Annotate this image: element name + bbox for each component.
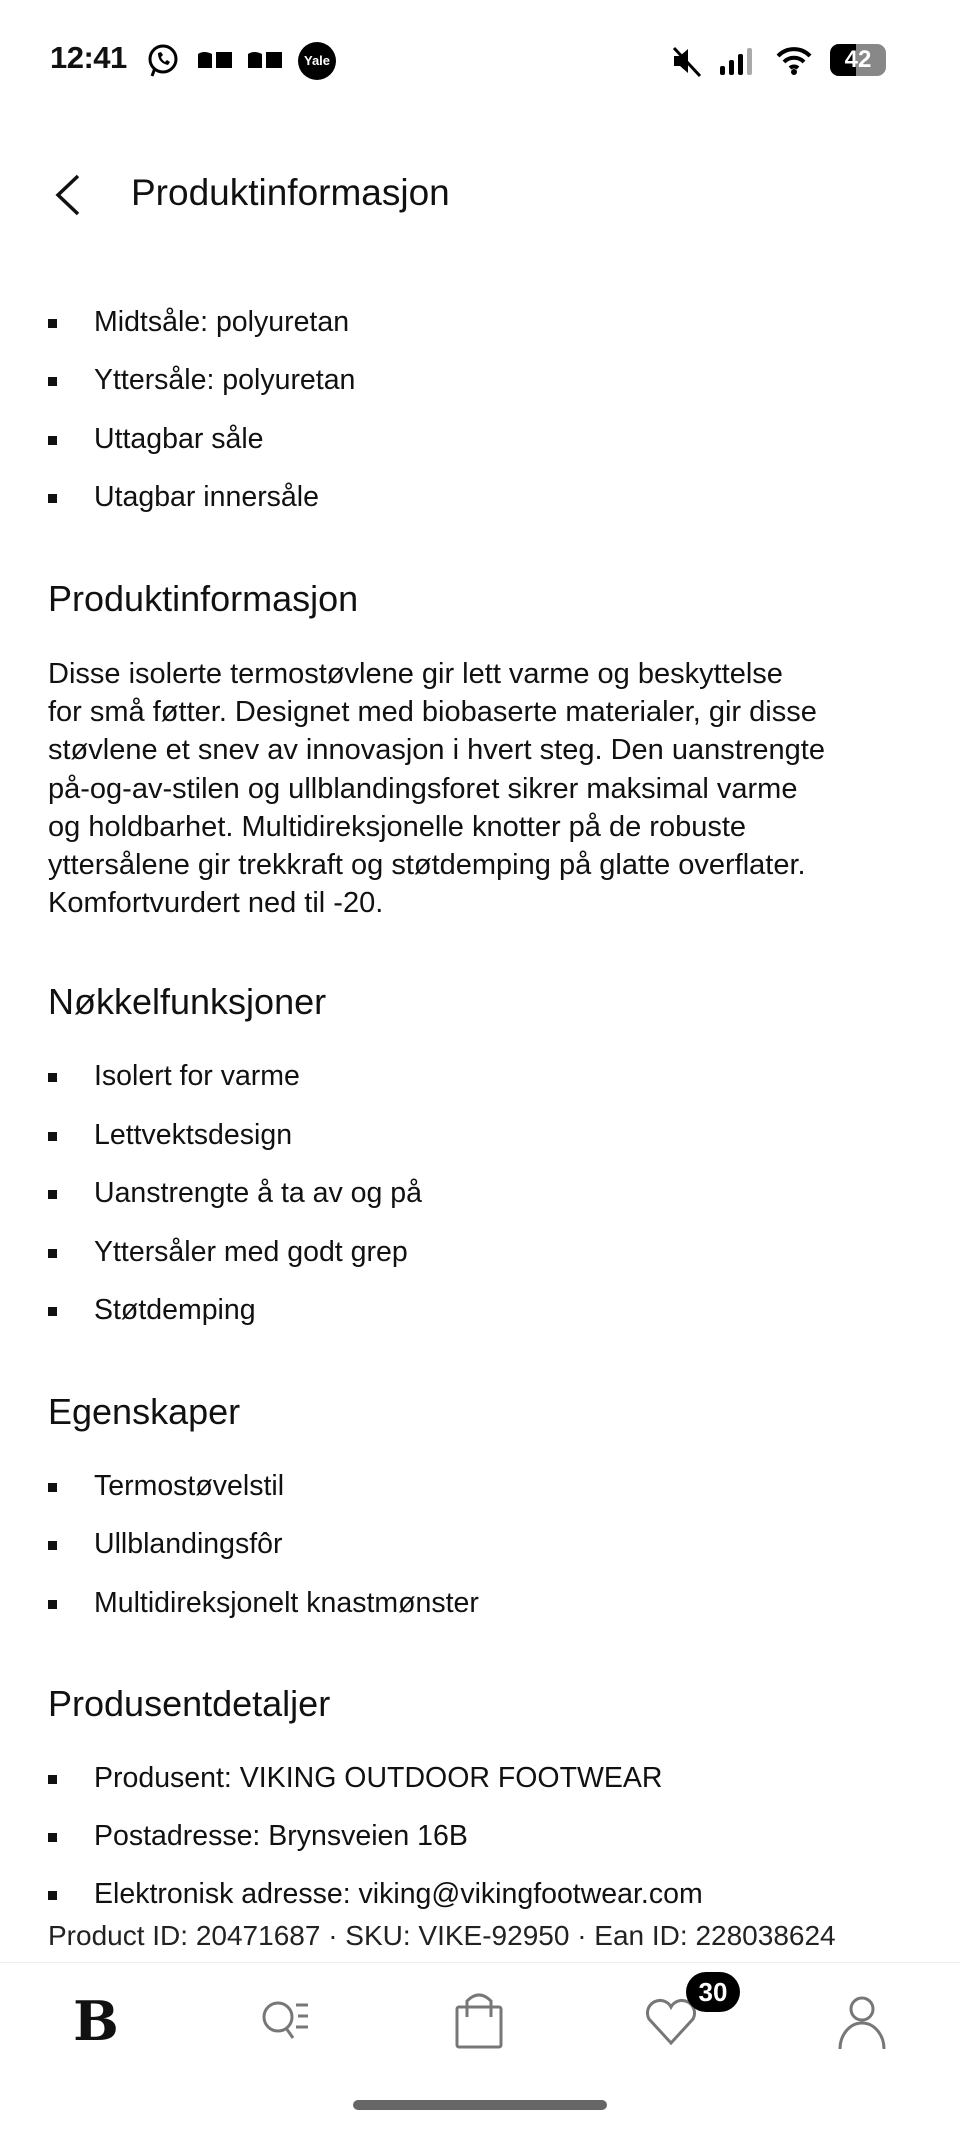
list-item: Utagbar innersåle bbox=[48, 480, 319, 514]
section-heading: Egenskaper bbox=[48, 1391, 241, 1432]
list-item: Postadresse: Brynsveien 16B bbox=[48, 1819, 468, 1853]
list-item: Uttagbar såle bbox=[48, 422, 264, 456]
list-item: Termostøvelstil bbox=[48, 1469, 284, 1503]
list-item: Uanstrengte å ta av og på bbox=[48, 1176, 422, 1210]
page-title: Produktinformasjon bbox=[131, 172, 450, 213]
list-item: Lettvektsdesign bbox=[48, 1118, 292, 1152]
notification-icon bbox=[198, 50, 234, 70]
list-item: Elektronisk adresse: viking@vikingfootwear.com bbox=[48, 1877, 703, 1911]
whatsapp-icon bbox=[146, 42, 180, 78]
section-heading: Produktinformasjon bbox=[48, 578, 359, 619]
mute-icon bbox=[670, 44, 704, 78]
list-item: Yttersåler med godt grep bbox=[48, 1235, 408, 1269]
home-indicator[interactable] bbox=[353, 2100, 607, 2110]
list-item: Yttersåle: polyuretan bbox=[48, 363, 355, 397]
section-heading: Produsentdetaljer bbox=[48, 1683, 331, 1724]
shopping-bag-tab-icon[interactable] bbox=[449, 1991, 509, 2051]
section-heading: Nøkkelfunksjoner bbox=[48, 981, 327, 1022]
list-item: Multidireksjonelt knastmønster bbox=[48, 1586, 479, 1620]
list-item: Midtsåle: polyuretan bbox=[48, 305, 349, 339]
battery-icon: 42 bbox=[830, 44, 886, 76]
profile-tab-icon[interactable] bbox=[832, 1991, 892, 2051]
wishlist-count-badge: 30 bbox=[686, 1972, 740, 2012]
signal-icon bbox=[720, 46, 756, 76]
list-item: Produsent: VIKING OUTDOOR FOOTWEAR bbox=[48, 1761, 663, 1795]
notification-icon bbox=[248, 50, 284, 70]
home-logo-tab[interactable]: B bbox=[73, 1989, 119, 2053]
back-button[interactable] bbox=[48, 172, 88, 218]
yale-icon: Yale bbox=[298, 42, 336, 80]
wifi-icon bbox=[776, 44, 812, 76]
list-item: Isolert for varme bbox=[48, 1059, 300, 1093]
status-time: 12:41 bbox=[50, 40, 127, 75]
status-bar bbox=[0, 40, 960, 84]
list-item: Ullblandingsfôr bbox=[48, 1527, 283, 1561]
list-item: Støtdemping bbox=[48, 1293, 256, 1327]
search-tab-icon[interactable] bbox=[256, 1991, 316, 2051]
product-description: Disse isolerte termostøvlene gir lett varme og beskyttelse for små føtter. Designet med biobaserte materialer, gir disse støvlene et snev av innovasjon i hvert steg. Den uanstrengte på-og-av-stilen og ullblandingsforet sikrer maksimal varme og holdbarhet. Multidireksjonelle knotter på de robuste yttersålene gir trekkraft og støtdemping på glatte overflater. Komfortvurdert ned til -20. bbox=[48, 658, 825, 920]
product-ids: Product ID: 20471687 · SKU: VIKE-92950 · Ean ID: 228038624 bbox=[48, 1920, 836, 1951]
